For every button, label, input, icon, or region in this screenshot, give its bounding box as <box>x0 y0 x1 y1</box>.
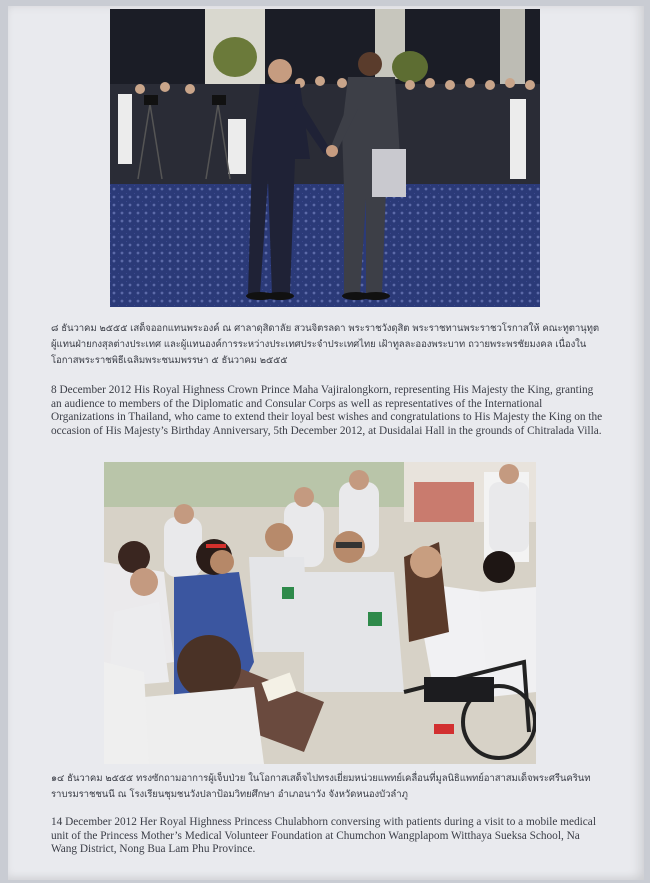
second-caption-thai: ๑๔ ธันวาคม ๒๕๕๕ ทรงซักถามอาการผู้เจ็บป่วย ในโอกาสเสด็จไปทรงเยี่ยมหน่วยแพทย์เคลื่อนที่มูลนิธิแพทย์อาสาสมเด็จพระศรีนครินทราบรมราชชนนี ณ โรงเรียนชุมชนวังปลาป้อมวิทยศึกษา อำเภอนาวัง จังหวัดหนองบัวลำภู <box>51 773 591 800</box>
book-page <box>8 6 644 880</box>
second-caption-english: 14 December 2012 Her Royal Highness Princess Chulabhorn conversing with patients during a visit to a mobile medical unit of the Princess Mother’s Medical Volunteer Foundation at Chumchon Wangplapom Witthaya Sueksa School, Na Wang District, Nong Bua Lam Phu Province. <box>51 816 596 855</box>
audience-ceremony-image <box>110 9 540 307</box>
medical-visit-photo <box>104 462 536 764</box>
medical-visit-image <box>104 462 536 764</box>
first-caption-english: 8 December 2012 His Royal Highness Crown Prince Maha Vajiralongkorn, representing His Majesty the King, granting an audience to members of the Diplomatic and Consular Corps as well as representatives of the International Organizations in Thailand, who came to extend their loyal best wishes and congratulations to His Majesty the King on the occasion of His Majesty’s Birthday Anniversary, 5th December 2012, at Dusidalai Hall in the grounds of Chitralada Villa. <box>51 384 603 437</box>
audience-ceremony-photo <box>110 9 540 307</box>
first-caption-thai: ๘ ธันวาคม ๒๕๕๕ เสด็จออกแทนพระองค์ ณ ศาลาดุสิดาลัย สวนจิตรลดา พระราชวังดุสิต พระราชทานพระราชวโรกาสให้ คณะทูตานุทูต ผู้แทนฝ่ายกงสุลต่างประเทศ และผู้แทนองค์การระหว่างประเทศประจำประเทศไทย เฝ้าทูลละอองพระบาท ถวายพระพรชัยมงคล เนื่องในโอกาสพระราชพิธีเฉลิมพระชนมพรรษา ๕ ธันวาคม ๒๕๕๕ <box>51 323 599 366</box>
